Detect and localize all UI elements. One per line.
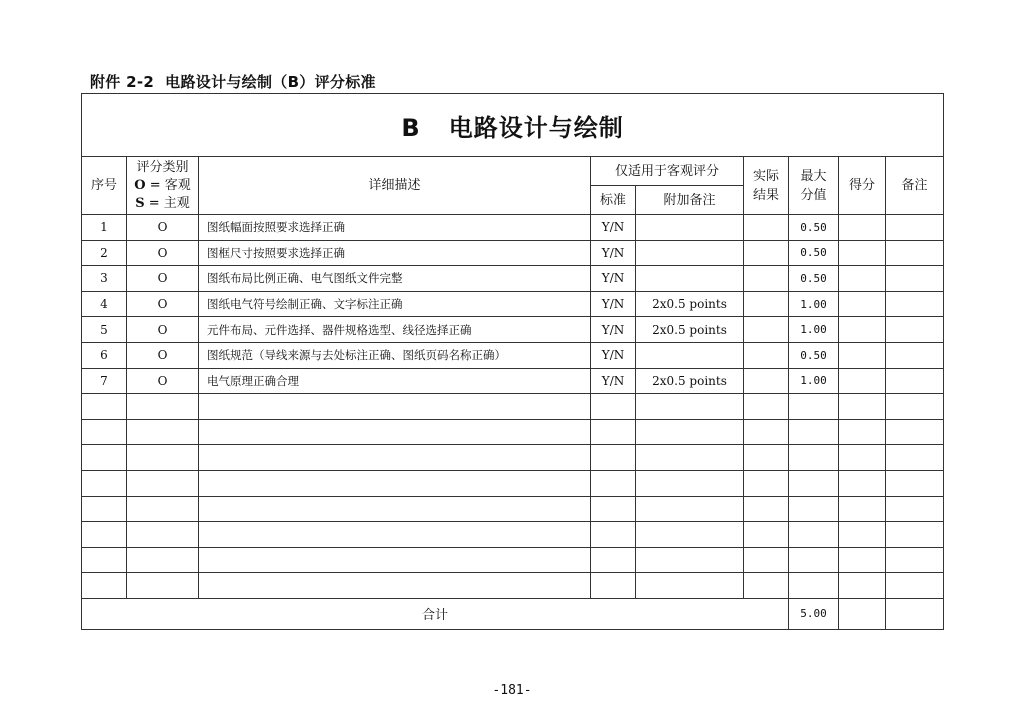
table-row bbox=[82, 215, 944, 241]
cell-actual-result bbox=[744, 419, 789, 445]
cell-remarks bbox=[886, 266, 944, 292]
cell-remarks bbox=[886, 215, 944, 241]
cell-score bbox=[839, 317, 886, 343]
cell-description bbox=[199, 547, 591, 573]
cell-actual-result bbox=[744, 547, 789, 573]
cell-standard bbox=[591, 573, 636, 599]
cell-category bbox=[127, 419, 199, 445]
cell-max-score bbox=[789, 419, 839, 445]
cell-description bbox=[199, 573, 591, 599]
header-description: 详细描述 bbox=[199, 157, 591, 215]
table-row bbox=[82, 547, 944, 573]
table-row bbox=[82, 291, 944, 317]
table-row bbox=[82, 445, 944, 471]
cell-actual-result bbox=[744, 470, 789, 496]
cell-index bbox=[82, 573, 127, 599]
cell-score bbox=[839, 445, 886, 471]
header-score: 得分 bbox=[839, 157, 886, 215]
header-max-score: 最大分值 bbox=[789, 157, 839, 215]
cell-remarks bbox=[886, 419, 944, 445]
cell-category bbox=[127, 470, 199, 496]
cell-extra-note bbox=[636, 470, 744, 496]
cell-standard: Y/N bbox=[591, 368, 636, 394]
cell-max-score: 1.00 bbox=[789, 291, 839, 317]
cell-score bbox=[839, 342, 886, 368]
cell-score bbox=[839, 368, 886, 394]
cell-description bbox=[199, 394, 591, 420]
cell-index: 1 bbox=[82, 215, 127, 241]
cell-actual-result bbox=[744, 291, 789, 317]
table-row bbox=[82, 342, 944, 368]
cell-description: 图框尺寸按照要求选择正确 bbox=[199, 240, 591, 266]
cell-extra-note: 2x0.5 points bbox=[636, 368, 744, 394]
cell-description: 图纸幅面按照要求选择正确 bbox=[199, 215, 591, 241]
category-s-code: S bbox=[135, 195, 145, 211]
cell-extra-note bbox=[636, 394, 744, 420]
header-extra-note: 附加备注 bbox=[636, 186, 744, 215]
header-category bbox=[127, 157, 199, 215]
cell-actual-result bbox=[744, 394, 789, 420]
cell-standard bbox=[591, 547, 636, 573]
cell-index: 5 bbox=[82, 317, 127, 343]
cell-standard bbox=[591, 419, 636, 445]
cell-category: O bbox=[127, 215, 199, 241]
cell-actual-result bbox=[744, 522, 789, 548]
cell-category: O bbox=[127, 342, 199, 368]
cell-score bbox=[839, 573, 886, 599]
scoring-table bbox=[81, 93, 944, 630]
cell-max-score: 0.50 bbox=[789, 266, 839, 292]
cell-standard: Y/N bbox=[591, 291, 636, 317]
total-remarks bbox=[886, 598, 944, 629]
cell-index: 3 bbox=[82, 266, 127, 292]
cell-standard bbox=[591, 522, 636, 548]
header-actual-result: 实际结果 bbox=[744, 157, 789, 215]
cell-score bbox=[839, 470, 886, 496]
cell-max-score bbox=[789, 522, 839, 548]
table-row bbox=[82, 419, 944, 445]
category-title: 评分类别 bbox=[136, 159, 189, 175]
cell-index bbox=[82, 470, 127, 496]
cell-category bbox=[127, 445, 199, 471]
cell-index bbox=[82, 445, 127, 471]
cell-standard: Y/N bbox=[591, 317, 636, 343]
cell-remarks bbox=[886, 573, 944, 599]
cell-actual-result bbox=[744, 317, 789, 343]
cell-actual-result bbox=[744, 240, 789, 266]
cell-remarks bbox=[886, 522, 944, 548]
cell-description: 图纸布局比例正确、电气图纸文件完整 bbox=[199, 266, 591, 292]
cell-standard: Y/N bbox=[591, 215, 636, 241]
cell-category: O bbox=[127, 240, 199, 266]
cell-category bbox=[127, 573, 199, 599]
cell-extra-note bbox=[636, 522, 744, 548]
cell-description: 元件布局、元件选择、器件规格选型、线径选择正确 bbox=[199, 317, 591, 343]
cell-remarks bbox=[886, 496, 944, 522]
category-o-text: = 客观 bbox=[149, 177, 191, 193]
cell-score bbox=[839, 522, 886, 548]
total-label: 合计 bbox=[82, 598, 789, 629]
cell-remarks bbox=[886, 394, 944, 420]
cell-actual-result bbox=[744, 266, 789, 292]
cell-extra-note bbox=[636, 342, 744, 368]
cell-description: 图纸规范（导线来源与去处标注正确、图纸页码名称正确） bbox=[199, 342, 591, 368]
table-banner bbox=[82, 94, 944, 157]
cell-standard: Y/N bbox=[591, 240, 636, 266]
cell-score bbox=[839, 394, 886, 420]
cell-description: 图纸电气符号绘制正确、文字标注正确 bbox=[199, 291, 591, 317]
cell-actual-result bbox=[744, 368, 789, 394]
cell-index: 2 bbox=[82, 240, 127, 266]
cell-category: O bbox=[127, 317, 199, 343]
table-row bbox=[82, 470, 944, 496]
cell-score bbox=[839, 240, 886, 266]
cell-extra-note bbox=[636, 445, 744, 471]
cell-remarks bbox=[886, 342, 944, 368]
cell-extra-note bbox=[636, 573, 744, 599]
cell-extra-note: 2x0.5 points bbox=[636, 317, 744, 343]
cell-index: 6 bbox=[82, 342, 127, 368]
cell-extra-note bbox=[636, 547, 744, 573]
cell-max-score: 1.00 bbox=[789, 317, 839, 343]
cell-max-score bbox=[789, 394, 839, 420]
table-row bbox=[82, 240, 944, 266]
cell-standard bbox=[591, 394, 636, 420]
cell-category bbox=[127, 394, 199, 420]
cell-max-score bbox=[789, 573, 839, 599]
total-max-score: 5.00 bbox=[789, 598, 839, 629]
cell-extra-note: 2x0.5 points bbox=[636, 291, 744, 317]
header-index: 序号 bbox=[82, 157, 127, 215]
cell-actual-result bbox=[744, 496, 789, 522]
page-number: -181- bbox=[492, 683, 532, 698]
cell-remarks bbox=[886, 291, 944, 317]
cell-index bbox=[82, 419, 127, 445]
cell-standard: Y/N bbox=[591, 342, 636, 368]
category-o-code: O bbox=[134, 177, 146, 193]
cell-category: O bbox=[127, 368, 199, 394]
cell-max-score: 0.50 bbox=[789, 342, 839, 368]
cell-description bbox=[199, 445, 591, 471]
cell-actual-result bbox=[744, 215, 789, 241]
cell-remarks bbox=[886, 368, 944, 394]
cell-score bbox=[839, 266, 886, 292]
cell-max-score: 1.00 bbox=[789, 368, 839, 394]
cell-score bbox=[839, 547, 886, 573]
cell-max-score bbox=[789, 547, 839, 573]
cell-extra-note bbox=[636, 266, 744, 292]
cell-remarks bbox=[886, 317, 944, 343]
cell-description: 电气原理正确合理 bbox=[199, 368, 591, 394]
cell-extra-note bbox=[636, 419, 744, 445]
cell-actual-result bbox=[744, 445, 789, 471]
cell-remarks bbox=[886, 445, 944, 471]
cell-index: 7 bbox=[82, 368, 127, 394]
header-standard: 标准 bbox=[591, 186, 636, 215]
total-score bbox=[839, 598, 886, 629]
cell-actual-result bbox=[744, 573, 789, 599]
cell-extra-note bbox=[636, 215, 744, 241]
cell-actual-result bbox=[744, 342, 789, 368]
cell-remarks bbox=[886, 547, 944, 573]
cell-score bbox=[839, 215, 886, 241]
cell-category bbox=[127, 547, 199, 573]
cell-score bbox=[839, 419, 886, 445]
cell-description bbox=[199, 470, 591, 496]
table-row bbox=[82, 522, 944, 548]
table-row bbox=[82, 317, 944, 343]
cell-category: O bbox=[127, 266, 199, 292]
document-heading: 附件 2-2 电路设计与绘制（B）评分标准 bbox=[90, 73, 376, 91]
banner-title: B 电路设计与绘制 bbox=[401, 113, 624, 142]
table-row bbox=[82, 368, 944, 394]
cell-standard: Y/N bbox=[591, 266, 636, 292]
cell-max-score bbox=[789, 496, 839, 522]
cell-description bbox=[199, 419, 591, 445]
cell-standard bbox=[591, 470, 636, 496]
cell-remarks bbox=[886, 470, 944, 496]
cell-description bbox=[199, 496, 591, 522]
cell-category bbox=[127, 522, 199, 548]
table-row bbox=[82, 496, 944, 522]
cell-index bbox=[82, 496, 127, 522]
cell-max-score bbox=[789, 445, 839, 471]
cell-max-score bbox=[789, 470, 839, 496]
cell-index bbox=[82, 547, 127, 573]
table-row bbox=[82, 573, 944, 599]
cell-score bbox=[839, 496, 886, 522]
cell-index: 4 bbox=[82, 291, 127, 317]
table-row bbox=[82, 266, 944, 292]
cell-score bbox=[839, 291, 886, 317]
cell-category bbox=[127, 496, 199, 522]
header-objective-group: 仅适用于客观评分 bbox=[591, 157, 744, 186]
cell-extra-note bbox=[636, 496, 744, 522]
cell-standard bbox=[591, 496, 636, 522]
cell-index bbox=[82, 522, 127, 548]
cell-standard bbox=[591, 445, 636, 471]
total-row bbox=[82, 598, 944, 629]
cell-category: O bbox=[127, 291, 199, 317]
table-row bbox=[82, 394, 944, 420]
cell-max-score: 0.50 bbox=[789, 215, 839, 241]
cell-description bbox=[199, 522, 591, 548]
header-remarks: 备注 bbox=[886, 157, 944, 215]
cell-extra-note bbox=[636, 240, 744, 266]
cell-max-score: 0.50 bbox=[789, 240, 839, 266]
cell-remarks bbox=[886, 240, 944, 266]
cell-index bbox=[82, 394, 127, 420]
category-s-text: = 主观 bbox=[148, 195, 190, 211]
